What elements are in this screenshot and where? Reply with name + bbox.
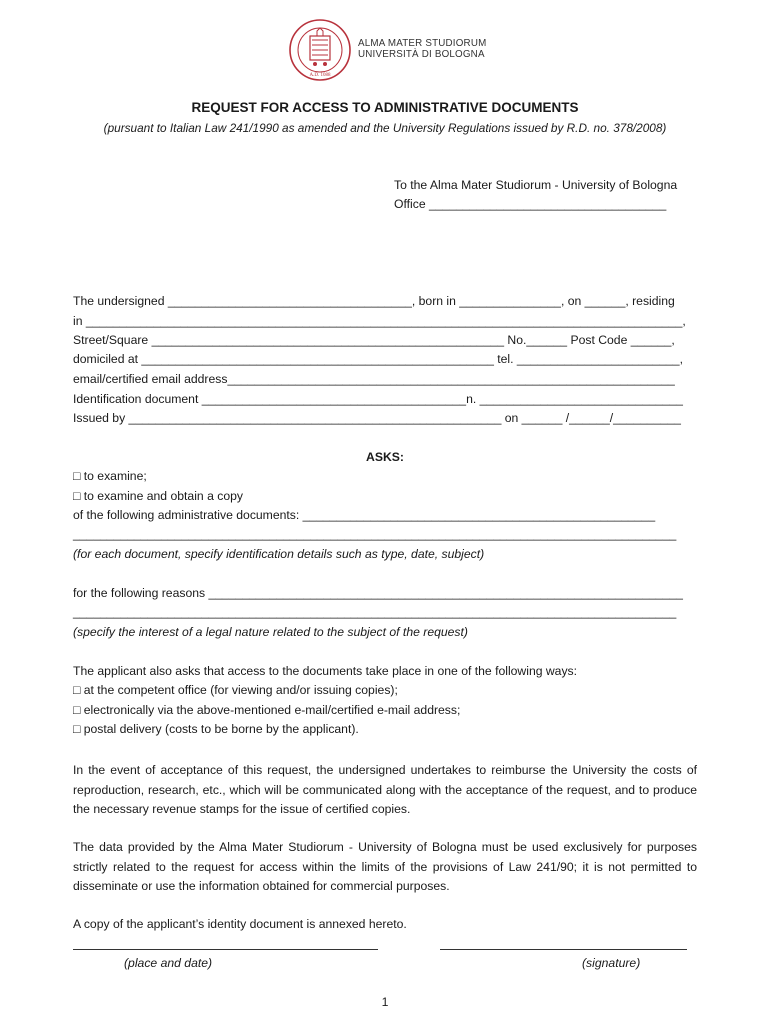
reasons-field-continued[interactable]: _________________________________________________________________________________________ [73, 605, 677, 619]
svg-text:A.D. 1088: A.D. 1088 [309, 73, 331, 78]
logo-line-1: ALMA MATER STUDIORUM [358, 38, 487, 49]
asks-heading: ASKS: [366, 450, 404, 464]
documents-field[interactable]: of the following administrative documents: ____________________________________________________ [73, 508, 656, 522]
applicant-street-field[interactable]: Street/Square ____________________________________________________ No.______ Post Code ______, [73, 333, 675, 347]
access-office-checkbox[interactable]: □ at the competent office (for viewing and/or issuing copies); [73, 683, 398, 697]
applicant-residence-field[interactable]: in ________________________________________________________________________________________, [73, 314, 686, 328]
signature-line[interactable] [440, 948, 687, 950]
applicant-name-field[interactable]: The undersigned ____________________________________, born in _______________, on ______, residing [73, 294, 675, 308]
university-seal-icon [288, 18, 352, 82]
applicant-domicile-field[interactable]: domiciled at ____________________________________________________ tel. ________________________, [73, 352, 683, 366]
document-subtitle: (pursuant to Italian Law 241/1990 as amended and the University Regulations issued by R.D. no. 378/2008) [103, 121, 667, 135]
place-date-line[interactable] [73, 948, 378, 950]
access-electronic-checkbox[interactable]: □ electronically via the above-mentioned e-mail/certified e-mail address; [73, 703, 461, 717]
applicant-id-document-field[interactable]: Identification document _______________________________________n. ______________________________ [73, 392, 683, 406]
place-date-label: (place and date) [124, 956, 213, 970]
reasons-note: (specify the interest of a legal nature related to the subject of the request) [73, 625, 468, 639]
examine-copy-checkbox[interactable]: □ to examine and obtain a copy [73, 489, 243, 503]
applicant-issued-by-field[interactable]: Issued by _______________________________________________________ on ______ /______/__________ [73, 411, 681, 425]
reimbursement-paragraph: In the event of acceptance of this request, the undersigned undertakes to reimburse the University the costs of reproduction, research, etc., which will be communicated along with the acceptance of the request, and to produce the necessary revenue stamps for the issue of certified copies. [73, 763, 697, 816]
access-postal-checkbox[interactable]: □ postal delivery (costs to be borne by the applicant). [73, 722, 359, 736]
documents-note: (for each document, specify identification details such as type, date, subject) [73, 547, 485, 561]
data-usage-paragraph: The data provided by the Alma Mater Studiorum - University of Bologna must be used exclusively for purposes strictly related to the request for access within the limits of the provisions of Law 241/90; it is not permitted to disseminate or use the information obtained for commercial purposes. [73, 840, 697, 893]
addressee-office-field[interactable]: Office ___________________________________ [394, 197, 667, 211]
annex-note: A copy of the applicant’s identity document is annexed hereto. [73, 917, 407, 931]
documents-field-continued[interactable]: _________________________________________________________________________________________ [73, 527, 677, 541]
examine-checkbox[interactable]: □ to examine; [73, 469, 147, 483]
university-logo-text [358, 38, 486, 60]
reasons-field[interactable]: for the following reasons ______________________________________________________________________ [73, 586, 683, 600]
signature-label: (signature) [582, 956, 641, 970]
logo-line-2: UNIVERSITÀ DI BOLOGNA [358, 49, 485, 60]
document-title: REQUEST FOR ACCESS TO ADMINISTRATIVE DOCUMENTS [191, 100, 579, 115]
page-number: 1 [381, 995, 389, 1009]
applicant-email-field[interactable]: email/certified email address__________________________________________________________________ [73, 372, 675, 386]
access-modes-intro: The applicant also asks that access to the documents take place in one of the following ways: [73, 664, 578, 678]
addressee-line-1: To the Alma Mater Studiorum - University of Bologna [394, 178, 678, 192]
